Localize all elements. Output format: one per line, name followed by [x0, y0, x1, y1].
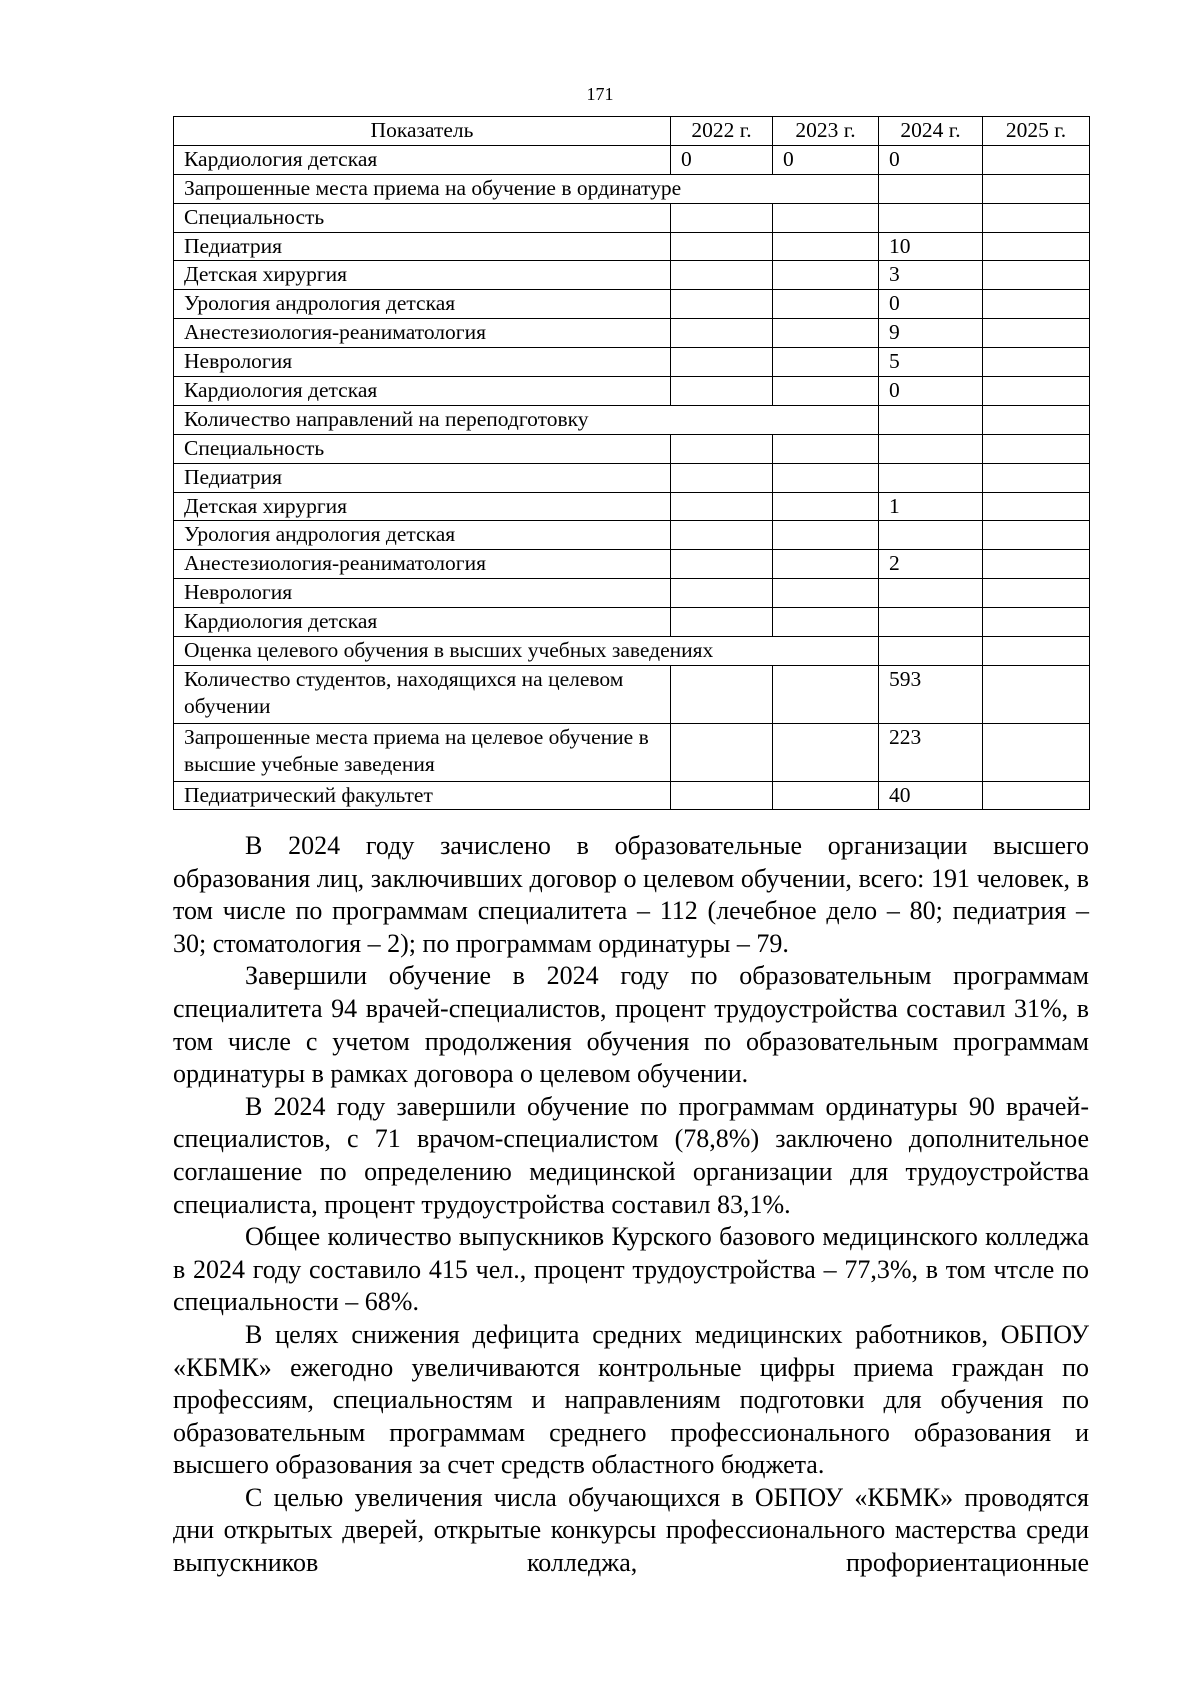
cell-2023	[773, 377, 879, 406]
header-year-2025: 2025 г.	[983, 117, 1090, 146]
cell-indicator: Запрошенные места приема на целевое обучение в высшие учебные заведения	[174, 723, 671, 781]
cell-2024	[879, 203, 983, 232]
cell-2022	[671, 348, 773, 377]
cell-2025	[983, 579, 1090, 608]
cell-indicator: Урология андрология детская	[174, 521, 671, 550]
cell-2022	[671, 608, 773, 637]
cell-2024	[879, 434, 983, 463]
cell-indicator: Специальность	[174, 203, 671, 232]
paragraph: С целью увеличения числа обучающихся в ОБПОУ «КБМК» проводятся дни открытых дверей, открытые конкурсы профессионального мастерства среди выпускников колледжа, профориентационные	[173, 1482, 1089, 1578]
cell-2023	[773, 463, 879, 492]
cell-2024	[879, 521, 983, 550]
table-row	[174, 665, 1090, 723]
cell-2022	[671, 290, 773, 319]
cell-2024	[879, 608, 983, 637]
cell-2025	[983, 290, 1090, 319]
cell-2025	[983, 261, 1090, 290]
cell-2024: 0	[879, 377, 983, 406]
cell-2024	[879, 463, 983, 492]
cell-2022	[671, 203, 773, 232]
header-indicator: Показатель	[174, 117, 671, 146]
cell-2022	[671, 521, 773, 550]
cell-2023	[773, 608, 879, 637]
cell-2025	[983, 550, 1090, 579]
cell-indicator: Педиатрия	[174, 463, 671, 492]
cell-2024: 40	[879, 781, 983, 810]
cell-2025	[983, 145, 1090, 174]
paragraph: В 2024 году завершили обучение по программам ординатуры 90 врачей-специалистов, с 71 врачом-специалистом (78,8%) заключено дополнительное соглашение по определению медицинской организации для трудоустройства специалиста, процент трудоустройства составил 83,1%.	[173, 1091, 1089, 1219]
cell-indicator: Педиатрия	[174, 232, 671, 261]
table-row	[174, 348, 1090, 377]
table-section-row	[174, 637, 1090, 666]
cell-2023	[773, 665, 879, 723]
table-row	[174, 319, 1090, 348]
cell-2022	[671, 579, 773, 608]
cell-2025	[983, 174, 1090, 203]
table-row	[174, 434, 1090, 463]
cell-2025	[983, 434, 1090, 463]
table-row	[174, 290, 1090, 319]
table-row	[174, 781, 1090, 810]
cell-2024: 223	[879, 723, 983, 781]
cell-2022	[671, 232, 773, 261]
cell-2023	[773, 521, 879, 550]
table-section-row	[174, 174, 1090, 203]
cell-2024: 10	[879, 232, 983, 261]
cell-indicator: Кардиология детская	[174, 377, 671, 406]
cell-indicator: Детская хирургия	[174, 261, 671, 290]
cell-2025	[983, 319, 1090, 348]
cell-2022	[671, 550, 773, 579]
table-row	[174, 550, 1090, 579]
table-row	[174, 232, 1090, 261]
table-row	[174, 377, 1090, 406]
cell-2023	[773, 290, 879, 319]
cell-2025	[983, 723, 1090, 781]
cell-indicator: Специальность	[174, 434, 671, 463]
cell-indicator: Анестезиология-реаниматология	[174, 550, 671, 579]
header-year-2023: 2023 г.	[773, 117, 879, 146]
cell-2024: 0	[879, 290, 983, 319]
cell-2022	[671, 723, 773, 781]
paragraph: Общее количество выпускников Курского базового медицинского колледжа в 2024 году составило 415 чел., процент трудоустройства – 77,3%, в том чтсле по специальности – 68%.	[173, 1222, 1089, 1317]
cell-2024: 5	[879, 348, 983, 377]
cell-2024	[879, 579, 983, 608]
cell-2024: 2	[879, 550, 983, 579]
cell-2023	[773, 203, 879, 232]
cell-2022	[671, 463, 773, 492]
cell-2022	[671, 319, 773, 348]
cell-2025	[983, 232, 1090, 261]
cell-2024: 3	[879, 261, 983, 290]
cell-indicator: Неврология	[174, 579, 671, 608]
header-year-2022: 2022 г.	[671, 117, 773, 146]
cell-2025	[983, 608, 1090, 637]
cell-indicator: Урология андрология детская	[174, 290, 671, 319]
cell-2023	[773, 261, 879, 290]
cell-2023	[773, 781, 879, 810]
table-row	[174, 492, 1090, 521]
section-title: Запрошенные места приема на обучение в ординатуре	[174, 174, 879, 203]
cell-2022	[671, 665, 773, 723]
cell-2023	[773, 232, 879, 261]
table-section-row	[174, 405, 1090, 434]
cell-indicator: Неврология	[174, 348, 671, 377]
table-row	[174, 463, 1090, 492]
cell-2025	[983, 781, 1090, 810]
table-body	[174, 145, 1090, 810]
cell-2022	[671, 492, 773, 521]
table-row	[174, 261, 1090, 290]
table-row	[174, 521, 1090, 550]
cell-2024: 593	[879, 665, 983, 723]
cell-2025	[983, 348, 1090, 377]
cell-2024: 0	[879, 145, 983, 174]
table-row	[174, 723, 1090, 781]
cell-2022	[671, 377, 773, 406]
cell-2025	[983, 665, 1090, 723]
header-year-2024: 2024 г.	[879, 117, 983, 146]
table-row	[174, 579, 1090, 608]
cell-2023	[773, 579, 879, 608]
cell-2025	[983, 405, 1090, 434]
cell-2023: 0	[773, 145, 879, 174]
section-title: Оценка целевого обучения в высших учебных заведениях	[174, 637, 879, 666]
table-row	[174, 203, 1090, 232]
paragraph: В 2024 году зачислено в образовательные организации высшего образования лиц, заключивших договор о целевом обучении, всего: 191 человек, в том числе по программам специалитета – 112 (лечебное дело – 80; педиатрия – 30; стоматология – 2); по программам ординатуры – 79.	[173, 831, 1089, 958]
table-row	[174, 145, 1090, 174]
cell-indicator: Кардиология детская	[174, 145, 671, 174]
cell-2024	[879, 405, 983, 434]
cell-2022	[671, 434, 773, 463]
cell-indicator: Детская хирургия	[174, 492, 671, 521]
cell-2025	[983, 637, 1090, 666]
table-header-row	[174, 117, 1090, 146]
cell-2023	[773, 319, 879, 348]
cell-2023	[773, 348, 879, 377]
cell-2025	[983, 463, 1090, 492]
section-title: Количество направлений на переподготовку	[174, 405, 879, 434]
paragraph: Завершили обучение в 2024 году по образовательным программам специалитета 94 врачей-специалистов, процент трудоустройства составил 31%, в том числе с учетом продолжения обучения по образовательным программам ординатуры в рамках договора о целевом обучении.	[173, 961, 1089, 1089]
cell-2023	[773, 492, 879, 521]
cell-2023	[773, 550, 879, 579]
cell-2022	[671, 261, 773, 290]
cell-2024: 1	[879, 492, 983, 521]
cell-2023	[773, 434, 879, 463]
table-row	[174, 608, 1090, 637]
cell-2025	[983, 377, 1090, 406]
cell-2024	[879, 174, 983, 203]
indicators-table	[173, 116, 1090, 810]
cell-2025	[983, 492, 1090, 521]
body-text	[173, 830, 1089, 1580]
cell-indicator: Анестезиология-реаниматология	[174, 319, 671, 348]
cell-indicator: Кардиология детская	[174, 608, 671, 637]
cell-2024: 9	[879, 319, 983, 348]
cell-indicator: Количество студентов, находящихся на целевом обучении	[174, 665, 671, 723]
cell-2023	[773, 723, 879, 781]
page-number: 171	[586, 84, 614, 104]
cell-2025	[983, 521, 1090, 550]
cell-2024	[879, 637, 983, 666]
cell-2022	[671, 781, 773, 810]
cell-indicator: Педиатрический факультет	[174, 781, 671, 810]
paragraph: В целях снижения дефицита средних медицинских работников, ОБПОУ «КБМК» ежегодно увеличиваются контрольные цифры приема граждан по профессиям, специальностям и направлениям подготовки для обучения по образовательным программам среднего профессионального образования и высшего образования за счет средств областного бюджета.	[173, 1319, 1089, 1480]
cell-2025	[983, 203, 1090, 232]
cell-2022: 0	[671, 145, 773, 174]
